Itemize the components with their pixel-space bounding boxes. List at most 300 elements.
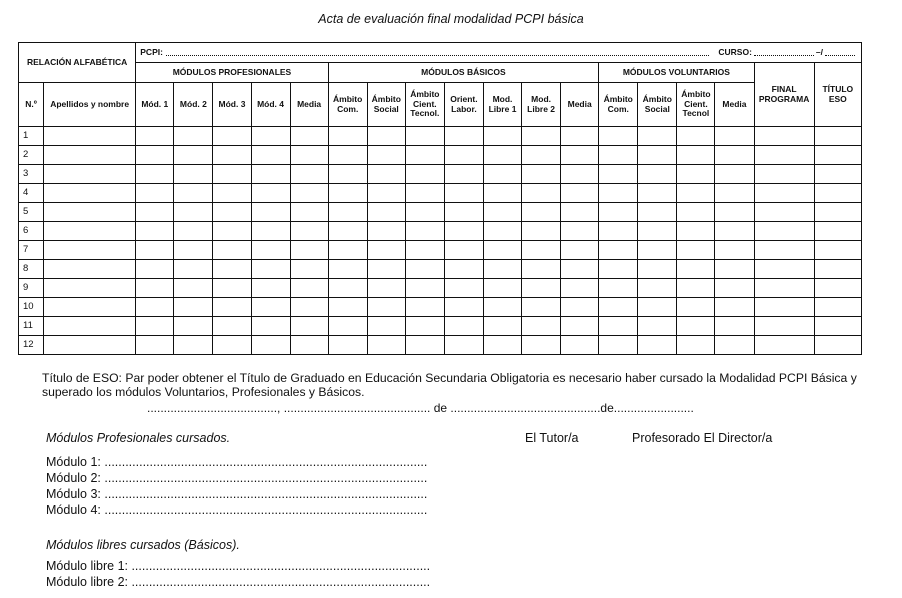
grade-cell[interactable] [367, 298, 405, 317]
grade-cell[interactable] [715, 184, 754, 203]
modulo-libre-1-line[interactable]: Módulo libre 1: ...................................................................................... [46, 559, 431, 573]
student-name-cell[interactable] [44, 317, 136, 336]
grade-cell[interactable] [251, 165, 290, 184]
table-row [19, 241, 862, 260]
grade-cell[interactable] [444, 146, 483, 165]
grade-cell[interactable] [599, 298, 638, 317]
grade-cell[interactable] [367, 279, 405, 298]
grade-cell[interactable] [522, 279, 561, 298]
row-number: 8 [19, 260, 44, 279]
col-mod4: Mód. 4 [251, 83, 290, 127]
student-name-cell[interactable] [44, 146, 136, 165]
grade-cell[interactable] [174, 260, 213, 279]
grade-cell[interactable] [328, 222, 367, 241]
col-orient-labor: Orient. Labor. [444, 83, 483, 127]
tutor-label: El Tutor/a [525, 431, 579, 445]
grade-cell[interactable] [136, 127, 174, 146]
grade-cell[interactable] [677, 203, 715, 222]
grade-cell[interactable] [561, 127, 599, 146]
grade-cell[interactable] [522, 260, 561, 279]
grade-cell[interactable] [405, 241, 444, 260]
grade-cell[interactable] [522, 222, 561, 241]
grade-cell[interactable] [638, 241, 677, 260]
grade-cell[interactable] [599, 127, 638, 146]
relacion-alfabetica-header: RELACIÓN ALFABÉTICA [19, 43, 136, 83]
grade-cell[interactable] [483, 336, 521, 355]
grade-cell[interactable] [638, 165, 677, 184]
col-media-voluntarios: Media [715, 83, 754, 127]
modulo-libre-2-line[interactable]: Módulo libre 2: ...................................................................................... [46, 575, 431, 589]
grade-cell[interactable] [290, 184, 328, 203]
grade-cell[interactable] [677, 127, 715, 146]
student-name-cell[interactable] [44, 203, 136, 222]
grade-cell[interactable] [328, 146, 367, 165]
grade-cell[interactable] [367, 241, 405, 260]
grade-cell[interactable] [522, 146, 561, 165]
grade-cell[interactable] [814, 184, 861, 203]
grade-cell[interactable] [328, 279, 367, 298]
grade-cell[interactable] [483, 298, 521, 317]
table-row [19, 336, 862, 355]
grade-cell[interactable] [367, 203, 405, 222]
grade-cell[interactable] [444, 165, 483, 184]
grade-cell[interactable] [638, 298, 677, 317]
grade-cell[interactable] [715, 203, 754, 222]
grade-cell[interactable] [561, 203, 599, 222]
table-row [19, 146, 862, 165]
table-row [19, 298, 862, 317]
curso-label: CURSO: [718, 46, 752, 57]
grade-cell[interactable] [522, 298, 561, 317]
grade-cell[interactable] [367, 146, 405, 165]
grade-cell[interactable] [405, 336, 444, 355]
modulos-basicos-header: MÓDULOS BÁSICOS [328, 63, 599, 83]
grade-cell[interactable] [444, 298, 483, 317]
grade-cell[interactable] [136, 184, 174, 203]
grade-cell[interactable] [677, 336, 715, 355]
grade-cell[interactable] [290, 241, 328, 260]
grade-cell[interactable] [483, 127, 521, 146]
grade-cell[interactable] [174, 165, 213, 184]
grade-cell[interactable] [405, 165, 444, 184]
grade-cell[interactable] [638, 146, 677, 165]
row-number: 4 [19, 184, 44, 203]
grade-cell[interactable] [561, 298, 599, 317]
grade-cell[interactable] [522, 165, 561, 184]
row-number: 12 [19, 336, 44, 355]
grade-cell[interactable] [677, 298, 715, 317]
grade-cell[interactable] [715, 146, 754, 165]
grade-cell[interactable] [444, 127, 483, 146]
grade-cell[interactable] [213, 222, 251, 241]
student-name-cell[interactable] [44, 298, 136, 317]
grade-cell[interactable] [483, 184, 521, 203]
grade-cell[interactable] [715, 127, 754, 146]
col-media-profesionales: Media [290, 83, 328, 127]
row-number: 5 [19, 203, 44, 222]
grade-cell[interactable] [522, 203, 561, 222]
grade-cell[interactable] [561, 279, 599, 298]
grade-cell[interactable] [522, 127, 561, 146]
grade-cell[interactable] [251, 184, 290, 203]
profesorado-director-label: Profesorado El Director/a [632, 431, 773, 445]
grade-cell[interactable] [483, 203, 521, 222]
grade-cell[interactable] [367, 222, 405, 241]
grade-cell[interactable] [213, 298, 251, 317]
grade-cell[interactable] [483, 146, 521, 165]
grade-cell[interactable] [251, 298, 290, 317]
grade-cell[interactable] [677, 146, 715, 165]
col-vol-ambito-com: Ámbito Com. [599, 83, 638, 127]
grade-cell[interactable] [367, 127, 405, 146]
grade-cell[interactable] [136, 298, 174, 317]
grade-cell[interactable] [754, 260, 814, 279]
grade-cell[interactable] [677, 241, 715, 260]
student-name-cell[interactable] [44, 127, 136, 146]
col-nombre: Apellidos y nombre [44, 83, 136, 127]
col-media-basicos: Media [561, 83, 599, 127]
grade-cell[interactable] [638, 260, 677, 279]
grade-cell[interactable] [754, 241, 814, 260]
grade-cell[interactable] [405, 279, 444, 298]
grade-cell[interactable] [638, 279, 677, 298]
libres-list [46, 558, 430, 590]
curso-field-end[interactable] [825, 49, 855, 56]
col-mod3: Mód. 3 [213, 83, 251, 127]
grade-cell[interactable] [814, 203, 861, 222]
grade-cell[interactable] [174, 203, 213, 222]
grade-cell[interactable] [561, 165, 599, 184]
date-line[interactable]: ......................................., ............................................ de .............................................de........................ [147, 401, 694, 415]
grade-cell[interactable] [814, 222, 861, 241]
modulos-list [46, 454, 427, 518]
modulos-voluntarios-header: MÓDULOS VOLUNTARIOS [599, 63, 754, 83]
grade-cell[interactable] [405, 298, 444, 317]
evaluation-table [18, 42, 862, 355]
grade-cell[interactable] [522, 317, 561, 336]
grade-cell[interactable] [444, 317, 483, 336]
grade-cell[interactable] [483, 279, 521, 298]
grade-cell[interactable] [136, 203, 174, 222]
grade-cell[interactable] [174, 336, 213, 355]
grade-cell[interactable] [174, 146, 213, 165]
grade-cell[interactable] [483, 317, 521, 336]
grade-cell[interactable] [213, 165, 251, 184]
grade-cell[interactable] [444, 241, 483, 260]
grade-cell[interactable] [290, 260, 328, 279]
grade-cell[interactable] [444, 260, 483, 279]
modulo-4-line[interactable]: Módulo 4: ............................................................................................. [46, 503, 428, 517]
grade-cell[interactable] [136, 260, 174, 279]
grade-cell[interactable] [444, 222, 483, 241]
grade-cell[interactable] [251, 241, 290, 260]
col-vol-ambito-cient: Ámbito Cient. Tecnol [677, 83, 715, 127]
grade-cell[interactable] [328, 203, 367, 222]
grade-cell[interactable] [174, 222, 213, 241]
grade-cell[interactable] [136, 279, 174, 298]
grade-cell[interactable] [405, 127, 444, 146]
grade-cell[interactable] [213, 203, 251, 222]
titulo-eso-note [18, 371, 862, 399]
curso-field-start[interactable] [754, 49, 814, 56]
grade-cell[interactable] [213, 241, 251, 260]
grade-cell[interactable] [715, 279, 754, 298]
student-name-cell[interactable] [44, 241, 136, 260]
grade-cell[interactable] [638, 203, 677, 222]
grade-cell[interactable] [251, 260, 290, 279]
grade-cell[interactable] [677, 279, 715, 298]
modulo-3-line[interactable]: Módulo 3: ............................................................................................. [46, 487, 428, 501]
student-name-cell[interactable] [44, 165, 136, 184]
table-row [19, 203, 862, 222]
grade-cell[interactable] [814, 260, 861, 279]
grade-cell[interactable] [213, 260, 251, 279]
grade-cell[interactable] [328, 241, 367, 260]
grade-cell[interactable] [290, 165, 328, 184]
grade-cell[interactable] [483, 222, 521, 241]
table-row [19, 317, 862, 336]
grade-cell[interactable] [522, 184, 561, 203]
grade-cell[interactable] [444, 336, 483, 355]
grade-cell[interactable] [328, 317, 367, 336]
grade-cell[interactable] [754, 279, 814, 298]
grade-cell[interactable] [677, 165, 715, 184]
grade-cell[interactable] [715, 222, 754, 241]
final-programa-header: FINAL PROGRAMA [754, 63, 814, 127]
grade-cell[interactable] [715, 165, 754, 184]
profesionales-heading: Módulos Profesionales cursados. [46, 431, 231, 445]
grade-cell[interactable] [715, 336, 754, 355]
grade-cell[interactable] [251, 317, 290, 336]
grade-cell[interactable] [522, 336, 561, 355]
grade-cell[interactable] [522, 241, 561, 260]
grade-cell[interactable] [405, 146, 444, 165]
grade-cell[interactable] [599, 279, 638, 298]
row-number: 7 [19, 241, 44, 260]
grade-cell[interactable] [814, 336, 861, 355]
grade-cell[interactable] [290, 203, 328, 222]
grade-cell[interactable] [715, 298, 754, 317]
table-row [19, 260, 862, 279]
grade-cell[interactable] [638, 317, 677, 336]
grade-cell[interactable] [213, 127, 251, 146]
grade-cell[interactable] [328, 127, 367, 146]
grade-cell[interactable] [405, 184, 444, 203]
grade-cell[interactable] [174, 317, 213, 336]
grade-cell[interactable] [444, 203, 483, 222]
col-vol-ambito-social: Ámbito Social [638, 83, 677, 127]
grade-cell[interactable] [290, 336, 328, 355]
grade-cell[interactable] [561, 260, 599, 279]
grade-cell[interactable] [599, 260, 638, 279]
student-name-cell[interactable] [44, 336, 136, 355]
titulo-eso-header: TÍTULO ESO [814, 63, 861, 127]
grade-cell[interactable] [814, 279, 861, 298]
grade-cell[interactable] [136, 146, 174, 165]
grade-cell[interactable] [814, 127, 861, 146]
pcpi-field[interactable] [166, 49, 709, 56]
grade-cell[interactable] [367, 336, 405, 355]
grade-cell[interactable] [213, 184, 251, 203]
grade-cell[interactable] [328, 165, 367, 184]
document-title: Acta de evaluación final modalidad PCPI básica [318, 12, 584, 26]
grade-cell[interactable] [677, 184, 715, 203]
grade-cell[interactable] [174, 279, 213, 298]
grade-cell[interactable] [251, 203, 290, 222]
student-name-cell[interactable] [44, 279, 136, 298]
table-row [19, 222, 862, 241]
grade-cell[interactable] [136, 241, 174, 260]
grade-cell[interactable] [754, 184, 814, 203]
row-number: 6 [19, 222, 44, 241]
grade-cell[interactable] [174, 298, 213, 317]
grade-cell[interactable] [677, 260, 715, 279]
grade-cell[interactable] [251, 146, 290, 165]
col-num: N.º [19, 83, 44, 127]
grade-cell[interactable] [251, 127, 290, 146]
grade-cell[interactable] [251, 336, 290, 355]
grade-cell[interactable] [677, 222, 715, 241]
grade-cell[interactable] [599, 241, 638, 260]
grade-cell[interactable] [444, 184, 483, 203]
grade-cell[interactable] [251, 222, 290, 241]
grade-cell[interactable] [814, 165, 861, 184]
col-ambito-social: Ámbito Social [367, 83, 405, 127]
grade-cell[interactable] [405, 317, 444, 336]
grade-cell[interactable] [599, 184, 638, 203]
grade-cell[interactable] [174, 184, 213, 203]
grade-cell[interactable] [328, 184, 367, 203]
grade-cell[interactable] [174, 241, 213, 260]
grade-cell[interactable] [561, 222, 599, 241]
libres-heading: Módulos libres cursados (Básicos). [46, 538, 240, 552]
grade-cell[interactable] [715, 317, 754, 336]
grade-cell[interactable] [561, 241, 599, 260]
row-number: 11 [19, 317, 44, 336]
grade-cell[interactable] [290, 298, 328, 317]
student-name-cell[interactable] [44, 222, 136, 241]
grade-cell[interactable] [367, 165, 405, 184]
grade-cell[interactable] [483, 165, 521, 184]
grade-cell[interactable] [405, 203, 444, 222]
grade-cell[interactable] [328, 260, 367, 279]
grade-cell[interactable] [599, 146, 638, 165]
pcpi-label: PCPI: [140, 46, 163, 57]
grade-cell[interactable] [328, 298, 367, 317]
grade-cell[interactable] [290, 127, 328, 146]
table-row [19, 127, 862, 146]
grade-cell[interactable] [136, 317, 174, 336]
grade-cell[interactable] [367, 317, 405, 336]
student-name-cell[interactable] [44, 184, 136, 203]
grade-cell[interactable] [367, 184, 405, 203]
grade-cell[interactable] [290, 279, 328, 298]
row-number: 3 [19, 165, 44, 184]
note-text: Título de ESO: Par poder obtener el Título de Graduado en Educación Secundaria Obligatoria es necesario haber cursado la Modalidad PCPI Básica y superado los módulos Voluntarios, Profesionales y Básicos. [42, 371, 857, 399]
grade-cell[interactable] [367, 260, 405, 279]
grade-cell[interactable] [561, 146, 599, 165]
grade-cell[interactable] [405, 260, 444, 279]
grade-cell[interactable] [290, 146, 328, 165]
table-row [19, 184, 862, 203]
grade-cell[interactable] [136, 336, 174, 355]
grade-cell[interactable] [599, 203, 638, 222]
modulos-profesionales-header: MÓDULOS PROFESIONALES [136, 63, 328, 83]
grade-cell[interactable] [213, 146, 251, 165]
table-row [19, 165, 862, 184]
col-ambito-cient: Ámbito Cient. Tecnol. [405, 83, 444, 127]
grade-cell[interactable] [136, 165, 174, 184]
col-libre1: Mod. Libre 1 [483, 83, 521, 127]
grade-cell[interactable] [715, 260, 754, 279]
grade-cell[interactable] [213, 336, 251, 355]
grade-cell[interactable] [754, 146, 814, 165]
grade-cell[interactable] [136, 222, 174, 241]
grade-cell[interactable] [814, 298, 861, 317]
grade-cell[interactable] [599, 336, 638, 355]
grade-cell[interactable] [677, 317, 715, 336]
grade-cell[interactable] [814, 241, 861, 260]
grade-cell[interactable] [638, 127, 677, 146]
grade-cell[interactable] [561, 184, 599, 203]
grade-cell[interactable] [483, 241, 521, 260]
grade-cell[interactable] [251, 279, 290, 298]
col-libre2: Mod. Libre 2 [522, 83, 561, 127]
grade-cell[interactable] [754, 317, 814, 336]
grade-cell[interactable] [561, 317, 599, 336]
grade-cell[interactable] [754, 336, 814, 355]
modulo-1-line[interactable]: Módulo 1: ............................................................................................. [46, 455, 428, 469]
row-number: 9 [19, 279, 44, 298]
col-mod1: Mód. 1 [136, 83, 174, 127]
grade-cell[interactable] [599, 165, 638, 184]
grade-cell[interactable] [638, 222, 677, 241]
grade-cell[interactable] [444, 279, 483, 298]
grade-cell[interactable] [174, 127, 213, 146]
grade-cell[interactable] [754, 203, 814, 222]
grade-cell[interactable] [754, 298, 814, 317]
grade-cell[interactable] [715, 241, 754, 260]
grade-cell[interactable] [599, 317, 638, 336]
grade-cell[interactable] [328, 336, 367, 355]
table-row [19, 279, 862, 298]
grade-cell[interactable] [814, 317, 861, 336]
modulo-2-line[interactable]: Módulo 2: ............................................................................................. [46, 471, 428, 485]
grade-cell[interactable] [599, 222, 638, 241]
grade-cell[interactable] [213, 317, 251, 336]
table-body [19, 127, 862, 355]
row-number: 2 [19, 146, 44, 165]
pcpi-curso-row [136, 43, 862, 63]
col-ambito-com: Ámbito Com. [328, 83, 367, 127]
row-number: 10 [19, 298, 44, 317]
curso-separator: –/ [815, 46, 823, 57]
student-name-cell[interactable] [44, 260, 136, 279]
grade-cell[interactable] [290, 222, 328, 241]
grade-cell[interactable] [213, 279, 251, 298]
grade-cell[interactable] [814, 146, 861, 165]
grade-cell[interactable] [483, 260, 521, 279]
grade-cell[interactable] [638, 336, 677, 355]
grade-cell[interactable] [405, 222, 444, 241]
grade-cell[interactable] [754, 127, 814, 146]
col-mod2: Mód. 2 [174, 83, 213, 127]
grade-cell[interactable] [561, 336, 599, 355]
grade-cell[interactable] [754, 165, 814, 184]
grade-cell[interactable] [754, 222, 814, 241]
grade-cell[interactable] [638, 184, 677, 203]
grade-cell[interactable] [290, 317, 328, 336]
